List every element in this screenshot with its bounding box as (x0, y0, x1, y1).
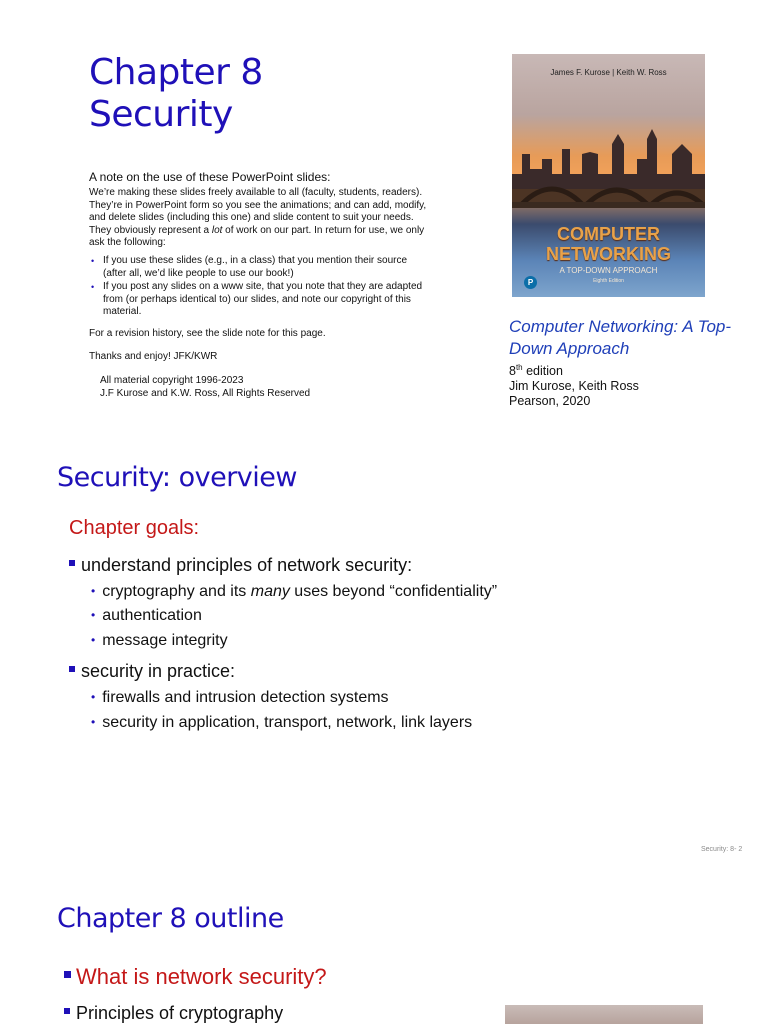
sub-list-item (91, 686, 389, 709)
cover-title-line: COMPUTER (557, 224, 660, 244)
copyright-line: All material copyright 1996-2023 (100, 375, 244, 387)
slide-footer: Security: 8- 2 (701, 846, 743, 853)
sub-item-text: message integrity (102, 632, 228, 649)
note-paragraph (89, 187, 429, 250)
cover-authors: James F. Kurose | Keith W. Ross (550, 68, 667, 77)
pearson-logo-icon: P (524, 276, 537, 289)
cover-title (512, 224, 705, 264)
thanks-line: Thanks and enjoy! JFK/KWR (89, 350, 218, 362)
cover-edition: Eighth Edition (593, 278, 624, 284)
book-details (509, 360, 749, 409)
title-line-chapter: Chapter 8 (89, 52, 263, 93)
note-heading: A note on the use of these PowerPoint slides: (89, 170, 331, 184)
bullet-icon: • (91, 715, 96, 729)
slide-title (89, 52, 263, 136)
outline-item-active (64, 962, 327, 992)
slide-title: Chapter 8 outline (57, 903, 284, 934)
square-bullet-icon (64, 971, 71, 978)
bullet-icon: • (91, 282, 95, 293)
cover-title-line: NETWORKING (546, 244, 671, 264)
sub-item-text: authentication (102, 607, 202, 624)
list-item (69, 553, 412, 577)
book-cover-thumbnail (505, 1005, 703, 1024)
sub-item-emphasis: many (250, 583, 290, 600)
edition-suffix: th (515, 363, 523, 372)
city-skyline-illustration (512, 114, 705, 224)
usage-note (89, 170, 429, 400)
list-item-text: understand principles of network security: (81, 555, 413, 575)
bullet-icon: • (91, 255, 95, 266)
square-bullet-icon (69, 560, 75, 566)
bullet-icon: • (91, 584, 96, 598)
sub-item-text: uses beyond “confidentiality” (289, 583, 498, 600)
outline-item-text: What is network security? (76, 964, 327, 989)
copyright-line: J.F Kurose and K.W. Ross, All Rights Reserved (100, 387, 311, 399)
sub-list-item (91, 629, 228, 652)
sub-item-text: firewalls and intrusion detection systems (102, 689, 389, 706)
bullet-icon: • (91, 608, 96, 622)
note-bullet-text: If you use these slides (e.g., in a class) that you mention their source (after all, we’d like people to use our book!) (103, 254, 408, 279)
note-bullet-list (89, 255, 429, 319)
edition-line (509, 360, 749, 379)
revision-note: For a revision history, see the slide note for this page. (89, 327, 326, 339)
edition-word: edition (522, 364, 563, 379)
chapter-goals-label: Chapter goals: (69, 517, 200, 539)
book-name: Computer Networking: A Top-Down Approach (509, 317, 732, 358)
cover-subtitle: A TOP-DOWN APPROACH (559, 266, 658, 275)
sub-item-text: security in application, transport, network, link layers (102, 714, 473, 731)
note-emphasis: lot (211, 224, 223, 236)
publisher-line: Pearson, 2020 (509, 394, 591, 409)
sub-list-item (91, 604, 202, 627)
note-bullet (91, 254, 429, 280)
note-bullet-text: If you post any slides on a www site, that you note that they are adapted from (or perhaps identical to) our slides, and note our copyright of this material. (103, 281, 423, 318)
square-bullet-icon (64, 1008, 70, 1014)
square-bullet-icon (69, 666, 75, 672)
list-item (69, 659, 235, 683)
slide-title: Security: overview (57, 462, 297, 493)
bullet-icon: • (91, 690, 96, 704)
note-text: of work on our part. In return for use, we only ask the following: (89, 224, 425, 249)
title-line-security: Security (89, 94, 233, 135)
bullet-icon: • (91, 633, 96, 647)
list-item-text: security in practice: (81, 661, 236, 681)
sub-list-item (91, 580, 497, 603)
authors-line: Jim Kurose, Keith Ross (509, 379, 639, 394)
copyright-notice (89, 375, 429, 400)
book-cover-image (512, 54, 705, 297)
outline-item (64, 1000, 283, 1024)
note-text: We’re making these slides freely available to all (faculty, students, readers). They’re in PowerPoint form so you see the animations; and can add, modify, and delete slides (including this one) and slide content to suit your needs. They obviously represent a (89, 187, 427, 236)
sub-list-item (91, 711, 472, 734)
outline-item-text: Principles of cryptography (76, 1003, 284, 1023)
edition-number: 8 (509, 364, 516, 379)
sub-item-text: cryptography and its (102, 583, 251, 600)
note-bullet (91, 281, 429, 319)
